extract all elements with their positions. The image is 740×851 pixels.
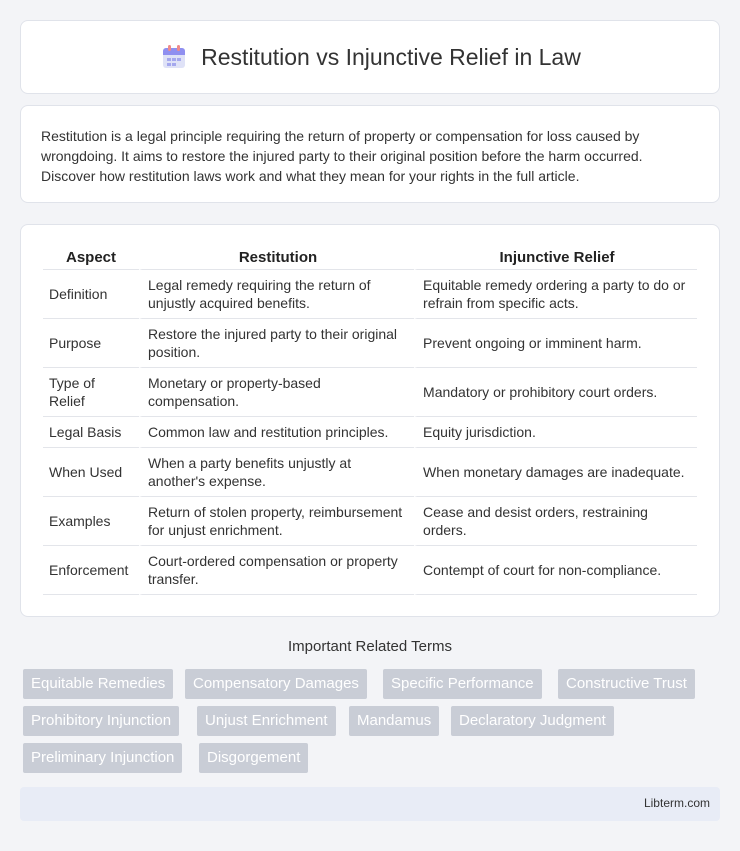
footer-site-link[interactable]: Libterm.com: [643, 796, 710, 810]
row-aspect: Definition: [43, 270, 139, 319]
tag-disgorgement[interactable]: Disgorgement: [199, 743, 308, 773]
table-row: [43, 497, 697, 546]
row-injunctive: Equity jurisdiction.: [414, 417, 697, 448]
title-wrap: [159, 42, 581, 72]
row-restitution: Monetary or property-based compensation.: [139, 368, 414, 417]
tag-mandamus[interactable]: Mandamus: [349, 706, 439, 736]
row-injunctive: Equitable remedy ordering a party to do or refrain from specific acts.: [414, 270, 697, 319]
tag-preliminary-injunction[interactable]: Preliminary Injunction: [23, 743, 182, 773]
row-aspect: Purpose: [43, 319, 139, 368]
table-row: [43, 417, 697, 448]
intro-card: [20, 105, 720, 203]
row-restitution: Legal remedy requiring the return of unjustly acquired benefits.: [139, 270, 414, 319]
tag-constructive-trust[interactable]: Constructive Trust: [558, 669, 695, 699]
tag-declaratory-judgment[interactable]: Declaratory Judgment: [451, 706, 614, 736]
tag-equitable-remedies[interactable]: Equitable Remedies: [23, 669, 173, 699]
table-row: [43, 546, 697, 595]
table-row: [43, 368, 697, 417]
row-restitution: Restore the injured party to their original position.: [139, 319, 414, 368]
row-aspect: Legal Basis: [43, 417, 139, 448]
row-injunctive: Prevent ongoing or imminent harm.: [414, 319, 697, 368]
table-row: [43, 448, 697, 497]
header-aspect: Aspect: [43, 243, 139, 270]
row-injunctive: Mandatory or prohibitory court orders.: [414, 368, 697, 417]
page-title: Restitution vs Injunctive Relief in Law: [201, 43, 581, 70]
tag-specific-performance[interactable]: Specific Performance: [383, 669, 542, 699]
calendar-icon: [159, 42, 189, 72]
row-aspect: Examples: [43, 497, 139, 546]
comparison-table: [43, 243, 697, 595]
related-terms-title: Important Related Terms: [288, 638, 452, 655]
table-header-row: [43, 243, 697, 270]
row-aspect: When Used: [43, 448, 139, 497]
row-restitution: Return of stolen property, reimbursement for unjust enrichment.: [139, 497, 414, 546]
comparison-card: [20, 224, 720, 617]
footer: [20, 787, 720, 821]
row-aspect: Type of Relief: [43, 368, 139, 417]
header-injunctive-relief: Injunctive Relief: [414, 243, 697, 270]
table-row: [43, 270, 697, 319]
row-injunctive: When monetary damages are inadequate.: [414, 448, 697, 497]
row-injunctive: Cease and desist orders, restraining orders.: [414, 497, 697, 546]
row-restitution: Common law and restitution principles.: [139, 417, 414, 448]
row-restitution: Court-ordered compensation or property transfer.: [139, 546, 414, 595]
tag-prohibitory-injunction[interactable]: Prohibitory Injunction: [23, 706, 179, 736]
intro-text: Restitution is a legal principle requiring the return of property or compensation for loss caused by wrongdoing. It aims to restore the injured party to their original position before the harm occurred. Discover how restitution laws work and what they mean for your rights in the full article.: [41, 128, 643, 184]
row-injunctive: Contempt of court for non-compliance.: [414, 546, 697, 595]
tag-unjust-enrichment[interactable]: Unjust Enrichment: [197, 706, 336, 736]
row-aspect: Enforcement: [43, 546, 139, 595]
table-row: [43, 319, 697, 368]
header-card: [20, 20, 720, 94]
row-restitution: When a party benefits unjustly at another's expense.: [139, 448, 414, 497]
tag-compensatory-damages[interactable]: Compensatory Damages: [185, 669, 367, 699]
header-restitution: Restitution: [139, 243, 414, 270]
